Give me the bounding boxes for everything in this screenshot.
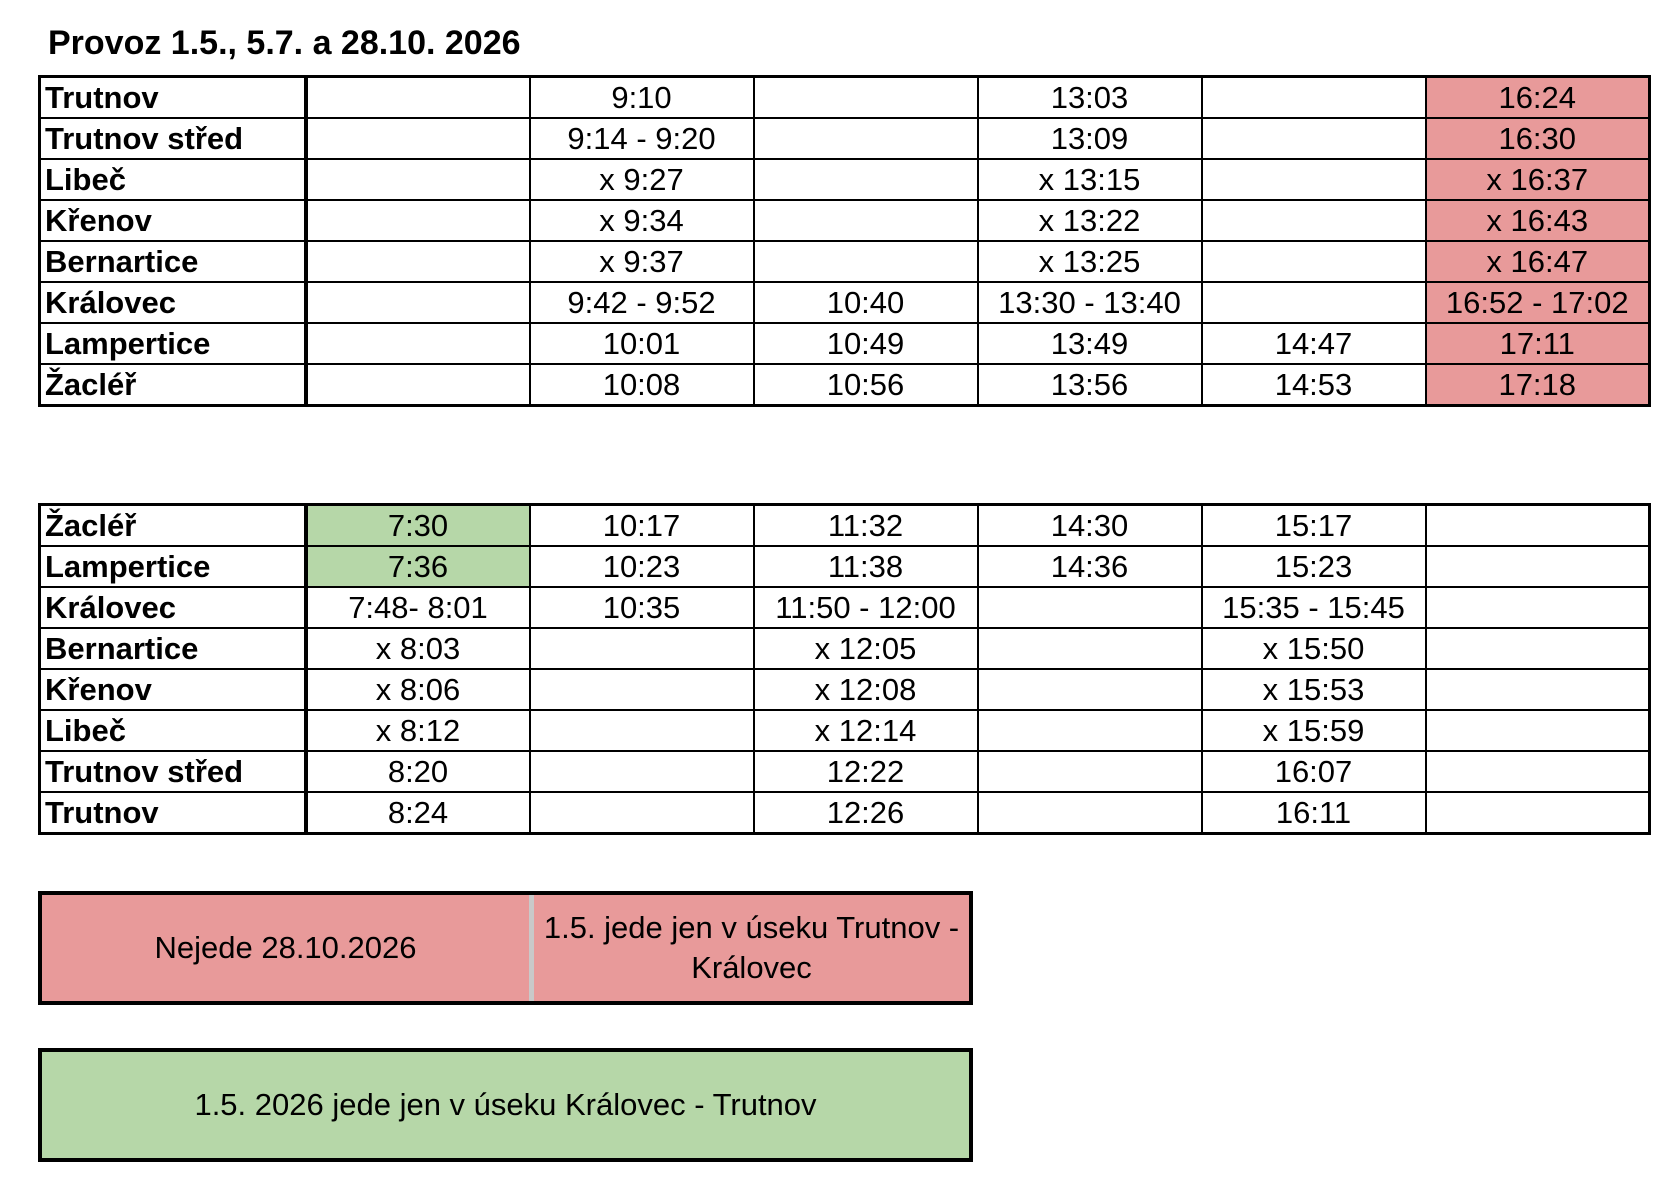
time-cell: x 9:27 bbox=[530, 159, 754, 200]
time-cell bbox=[1202, 159, 1426, 200]
time-cell bbox=[754, 159, 978, 200]
time-cell bbox=[978, 792, 1202, 834]
table-row bbox=[40, 241, 1650, 282]
table-row bbox=[40, 505, 1650, 547]
timetable-return bbox=[38, 503, 1651, 835]
time-cell: 14:47 bbox=[1202, 323, 1426, 364]
time-cell: 14:53 bbox=[1202, 364, 1426, 406]
time-cell: 13:49 bbox=[978, 323, 1202, 364]
time-cell: 15:35 - 15:45 bbox=[1202, 587, 1426, 628]
time-cell bbox=[1426, 587, 1650, 628]
time-cell: 13:56 bbox=[978, 364, 1202, 406]
station-name: Trutnov střed bbox=[40, 751, 306, 792]
station-name: Bernartice bbox=[40, 241, 306, 282]
time-cell: x 8:12 bbox=[306, 710, 530, 751]
time-cell: x 12:14 bbox=[754, 710, 978, 751]
time-cell bbox=[978, 628, 1202, 669]
station-name: Královec bbox=[40, 282, 306, 323]
time-cell: 9:42 - 9:52 bbox=[530, 282, 754, 323]
time-cell bbox=[306, 118, 530, 159]
time-cell bbox=[1426, 628, 1650, 669]
time-cell bbox=[530, 628, 754, 669]
table-row bbox=[40, 751, 1650, 792]
time-cell bbox=[1426, 792, 1650, 834]
time-cell: x 9:34 bbox=[530, 200, 754, 241]
table-row bbox=[40, 628, 1650, 669]
time-cell: 10:08 bbox=[530, 364, 754, 406]
time-cell bbox=[306, 159, 530, 200]
time-cell: 10:40 bbox=[754, 282, 978, 323]
time-cell: 15:23 bbox=[1202, 546, 1426, 587]
time-cell: 13:30 - 13:40 bbox=[978, 282, 1202, 323]
station-name: Královec bbox=[40, 587, 306, 628]
time-cell-highlighted: 7:30 bbox=[306, 505, 530, 547]
time-cell bbox=[978, 669, 1202, 710]
time-cell-highlighted: 7:36 bbox=[306, 546, 530, 587]
table-row bbox=[40, 159, 1650, 200]
time-cell bbox=[978, 587, 1202, 628]
time-cell-highlighted: 16:52 - 17:02 bbox=[1426, 282, 1650, 323]
time-cell bbox=[1202, 282, 1426, 323]
time-cell bbox=[530, 669, 754, 710]
table-row bbox=[40, 118, 1650, 159]
time-cell: 15:17 bbox=[1202, 505, 1426, 547]
time-cell: 11:50 - 12:00 bbox=[754, 587, 978, 628]
time-cell-highlighted: 16:24 bbox=[1426, 77, 1650, 119]
time-cell bbox=[1426, 546, 1650, 587]
time-cell: 11:38 bbox=[754, 546, 978, 587]
time-cell bbox=[1426, 751, 1650, 792]
time-cell bbox=[754, 241, 978, 282]
time-cell: x 13:15 bbox=[978, 159, 1202, 200]
time-cell: 8:24 bbox=[306, 792, 530, 834]
time-cell bbox=[1426, 669, 1650, 710]
time-cell: x 8:03 bbox=[306, 628, 530, 669]
legend-red-note-right: 1.5. jede jen v úseku Trutnov - Královec bbox=[543, 910, 960, 985]
time-cell: x 12:05 bbox=[754, 628, 978, 669]
time-cell: 12:26 bbox=[754, 792, 978, 834]
time-cell bbox=[530, 792, 754, 834]
time-cell: 13:03 bbox=[978, 77, 1202, 119]
table-row bbox=[40, 710, 1650, 751]
time-cell bbox=[306, 364, 530, 406]
legend-green-note: 1.5. 2026 jede jen v úseku Královec - Trutnov bbox=[194, 1087, 817, 1122]
station-name: Libeč bbox=[40, 710, 306, 751]
station-name: Trutnov střed bbox=[40, 118, 306, 159]
table-row bbox=[40, 792, 1650, 834]
time-cell bbox=[1426, 710, 1650, 751]
time-cell: 10:35 bbox=[530, 587, 754, 628]
station-name: Žacléř bbox=[40, 505, 306, 547]
time-cell: 10:01 bbox=[530, 323, 754, 364]
time-cell: 14:36 bbox=[978, 546, 1202, 587]
table-row bbox=[40, 77, 1650, 119]
station-name: Lampertice bbox=[40, 546, 306, 587]
time-cell bbox=[306, 200, 530, 241]
time-cell bbox=[754, 200, 978, 241]
time-cell-highlighted: 17:11 bbox=[1426, 323, 1650, 364]
time-cell: 16:07 bbox=[1202, 751, 1426, 792]
station-name: Trutnov bbox=[40, 77, 306, 119]
station-name: Žacléř bbox=[40, 364, 306, 406]
table-row bbox=[40, 282, 1650, 323]
table-row bbox=[40, 546, 1650, 587]
time-cell: x 15:59 bbox=[1202, 710, 1426, 751]
table-row bbox=[40, 364, 1650, 406]
time-cell bbox=[754, 118, 978, 159]
time-cell: 14:30 bbox=[978, 505, 1202, 547]
time-cell-highlighted: x 16:37 bbox=[1426, 159, 1650, 200]
station-name: Trutnov bbox=[40, 792, 306, 834]
table-row bbox=[40, 669, 1650, 710]
time-cell bbox=[1202, 200, 1426, 241]
page-title: Provoz 1.5., 5.7. a 28.10. 2026 bbox=[48, 24, 521, 62]
time-cell: 9:14 - 9:20 bbox=[530, 118, 754, 159]
table-row bbox=[40, 200, 1650, 241]
table-row bbox=[40, 323, 1650, 364]
time-cell: 10:23 bbox=[530, 546, 754, 587]
time-cell: x 8:06 bbox=[306, 669, 530, 710]
time-cell: x 13:22 bbox=[978, 200, 1202, 241]
time-cell: 9:10 bbox=[530, 77, 754, 119]
time-cell-highlighted: 17:18 bbox=[1426, 364, 1650, 406]
legend-red bbox=[38, 891, 973, 1005]
time-cell: 10:17 bbox=[530, 505, 754, 547]
time-cell bbox=[1202, 118, 1426, 159]
station-name: Lampertice bbox=[40, 323, 306, 364]
table-row bbox=[40, 587, 1650, 628]
time-cell: 13:09 bbox=[978, 118, 1202, 159]
time-cell: x 12:08 bbox=[754, 669, 978, 710]
time-cell: 12:22 bbox=[754, 751, 978, 792]
time-cell bbox=[306, 323, 530, 364]
time-cell bbox=[1202, 241, 1426, 282]
station-name: Bernartice bbox=[40, 628, 306, 669]
timetable-outbound bbox=[38, 75, 1651, 407]
time-cell bbox=[306, 77, 530, 119]
time-cell bbox=[978, 710, 1202, 751]
time-cell: 11:32 bbox=[754, 505, 978, 547]
time-cell bbox=[530, 751, 754, 792]
time-cell: x 15:53 bbox=[1202, 669, 1426, 710]
station-name: Křenov bbox=[40, 669, 306, 710]
time-cell: 7:48- 8:01 bbox=[306, 587, 530, 628]
time-cell bbox=[306, 282, 530, 323]
time-cell-highlighted: x 16:47 bbox=[1426, 241, 1650, 282]
time-cell: x 13:25 bbox=[978, 241, 1202, 282]
time-cell: x 15:50 bbox=[1202, 628, 1426, 669]
time-cell: 10:56 bbox=[754, 364, 978, 406]
station-name: Křenov bbox=[40, 200, 306, 241]
legend-green bbox=[38, 1048, 973, 1162]
time-cell-highlighted: x 16:43 bbox=[1426, 200, 1650, 241]
time-cell: 16:11 bbox=[1202, 792, 1426, 834]
time-cell: 8:20 bbox=[306, 751, 530, 792]
time-cell bbox=[754, 77, 978, 119]
station-name: Libeč bbox=[40, 159, 306, 200]
time-cell-highlighted: 16:30 bbox=[1426, 118, 1650, 159]
time-cell bbox=[530, 710, 754, 751]
legend-red-note-left: Nejede 28.10.2026 bbox=[42, 895, 534, 1001]
time-cell bbox=[1202, 77, 1426, 119]
time-cell bbox=[306, 241, 530, 282]
time-cell: 10:49 bbox=[754, 323, 978, 364]
time-cell bbox=[1426, 505, 1650, 547]
time-cell bbox=[978, 751, 1202, 792]
time-cell: x 9:37 bbox=[530, 241, 754, 282]
